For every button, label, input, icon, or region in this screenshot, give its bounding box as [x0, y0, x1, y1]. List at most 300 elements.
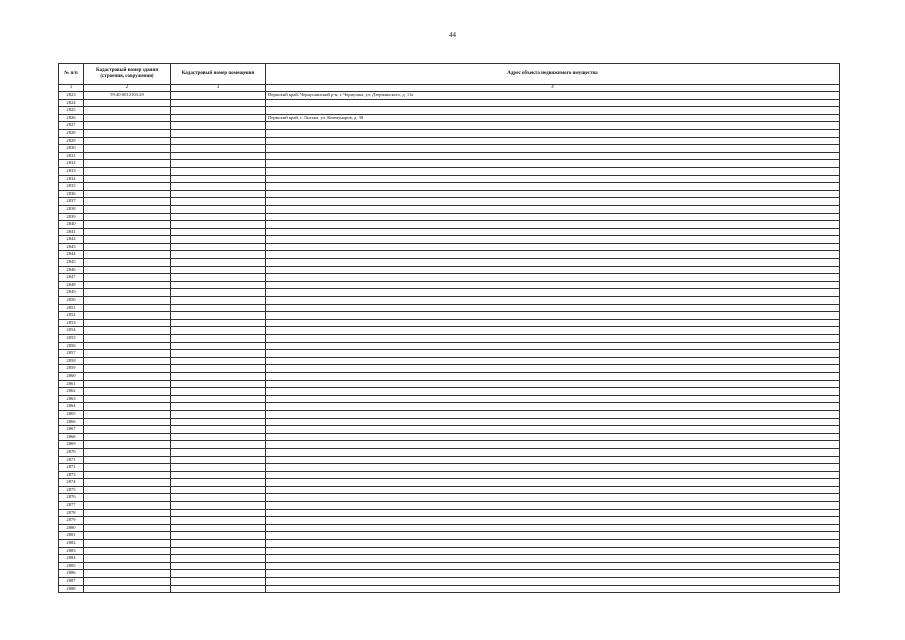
row-number: 2886: [59, 570, 84, 578]
table-row: [59, 160, 840, 168]
table-row: [59, 251, 840, 259]
cadastral-room-cell: [171, 183, 266, 191]
address-cell: [266, 562, 840, 570]
table-row: [59, 494, 840, 502]
address-cell: [266, 183, 840, 191]
row-number: 2880: [59, 524, 84, 532]
cadastral-building-cell: [84, 243, 171, 251]
cadastral-building-cell: [84, 114, 171, 122]
address-cell: [266, 319, 840, 327]
table-row: [59, 129, 840, 137]
cadastral-building-cell: [84, 281, 171, 289]
row-number: 2884: [59, 555, 84, 563]
cadastral-room-cell: [171, 137, 266, 145]
row-number: 2844: [59, 251, 84, 259]
cadastral-room-cell: [171, 312, 266, 320]
row-number: 2859: [59, 365, 84, 373]
row-number: 2871: [59, 456, 84, 464]
cadastral-room-cell: [171, 350, 266, 358]
row-number: 2863: [59, 395, 84, 403]
address-cell: [266, 129, 840, 137]
table-row: [59, 198, 840, 206]
header-address: Адрес объекта недвижимого имущества: [266, 64, 840, 85]
table-row: [59, 464, 840, 472]
address-cell: [266, 365, 840, 373]
table-row: [59, 532, 840, 540]
row-number: 2872: [59, 464, 84, 472]
cadastral-room-cell: [171, 274, 266, 282]
table-row: [59, 418, 840, 426]
cadastral-room-cell: [171, 380, 266, 388]
cadastral-room-cell: [171, 228, 266, 236]
cadastral-building-cell: [84, 410, 171, 418]
table-row: [59, 502, 840, 510]
address-cell: [266, 479, 840, 487]
cadastral-room-cell: [171, 122, 266, 130]
row-number: 2874: [59, 479, 84, 487]
cadastral-building-cell: [84, 129, 171, 137]
address-cell: [266, 388, 840, 396]
table-row: [59, 259, 840, 267]
cadastral-room-cell: [171, 319, 266, 327]
cadastral-room-cell: [171, 471, 266, 479]
row-number: 2864: [59, 403, 84, 411]
row-number: 2858: [59, 357, 84, 365]
cadastral-building-cell: [84, 395, 171, 403]
row-number: 2839: [59, 213, 84, 221]
cadastral-building-cell: [84, 297, 171, 305]
cadastral-room-cell: [171, 190, 266, 198]
address-cell: [266, 198, 840, 206]
table-row: [59, 114, 840, 122]
cadastral-building-cell: [84, 502, 171, 510]
address-cell: [266, 236, 840, 244]
address-cell: [266, 494, 840, 502]
cadastral-room-cell: [171, 555, 266, 563]
cadastral-building-cell: [84, 380, 171, 388]
cadastral-building-cell: [84, 198, 171, 206]
cadastral-room-cell: [171, 464, 266, 472]
table-row: [59, 327, 840, 335]
column-number: 3: [171, 85, 266, 92]
row-number: 2850: [59, 297, 84, 305]
cadastral-room-cell: [171, 92, 266, 100]
row-number: 2831: [59, 152, 84, 160]
cadastral-building-cell: [84, 578, 171, 586]
row-number: 2842: [59, 236, 84, 244]
table-row: [59, 304, 840, 312]
table-row: [59, 335, 840, 343]
row-number: 2823: [59, 92, 84, 100]
cadastral-room-cell: [171, 456, 266, 464]
address-cell: [266, 464, 840, 472]
table-row: [59, 380, 840, 388]
address-cell: Пермский край, г. Лысьва, ул. Коммунаров, д. 38: [266, 114, 840, 122]
address-cell: [266, 350, 840, 358]
row-number: 2824: [59, 99, 84, 107]
row-number: 2857: [59, 350, 84, 358]
row-number: 2840: [59, 221, 84, 229]
cadastral-room-cell: [171, 152, 266, 160]
column-number: 2: [84, 85, 171, 92]
cadastral-room-cell: [171, 327, 266, 335]
cadastral-building-cell: [84, 175, 171, 183]
table-row: [59, 281, 840, 289]
cadastral-room-cell: [171, 167, 266, 175]
address-cell: [266, 410, 840, 418]
cadastral-building-cell: [84, 274, 171, 282]
table-row: [59, 403, 840, 411]
row-number: 2827: [59, 122, 84, 130]
row-number: 2883: [59, 547, 84, 555]
address-cell: [266, 221, 840, 229]
table-row: [59, 578, 840, 586]
table-row: [59, 122, 840, 130]
cadastral-building-cell: [84, 418, 171, 426]
row-number: 2866: [59, 418, 84, 426]
cadastral-building-cell: [84, 509, 171, 517]
cadastral-building-cell: [84, 441, 171, 449]
address-cell: [266, 532, 840, 540]
table-row: [59, 99, 840, 107]
cadastral-room-cell: [171, 205, 266, 213]
row-number: 2887: [59, 578, 84, 586]
address-cell: [266, 433, 840, 441]
table-row: [59, 312, 840, 320]
row-number: 2830: [59, 145, 84, 153]
row-number: 2825: [59, 107, 84, 115]
address-cell: [266, 441, 840, 449]
row-number: 2833: [59, 167, 84, 175]
row-number: 2869: [59, 441, 84, 449]
cadastral-building-cell: [84, 388, 171, 396]
cadastral-room-cell: [171, 304, 266, 312]
cadastral-building-cell: [84, 167, 171, 175]
cadastral-building-cell: [84, 448, 171, 456]
address-cell: [266, 145, 840, 153]
address-cell: [266, 585, 840, 593]
table-row: [59, 486, 840, 494]
address-cell: [266, 205, 840, 213]
row-number: 2852: [59, 312, 84, 320]
address-cell: [266, 228, 840, 236]
cadastral-room-cell: [171, 175, 266, 183]
cadastral-building-cell: [84, 327, 171, 335]
cadastral-room-cell: [171, 251, 266, 259]
address-cell: [266, 137, 840, 145]
cadastral-room-cell: [171, 335, 266, 343]
cadastral-building-cell: [84, 160, 171, 168]
row-number: 2851: [59, 304, 84, 312]
table-row: [59, 342, 840, 350]
address-cell: Пермский край, Чернушинский р-н, г. Чернушка, ул. Дзержинского, д. 11а: [266, 92, 840, 100]
table-row: [59, 426, 840, 434]
address-cell: [266, 570, 840, 578]
cadastral-building-cell: [84, 471, 171, 479]
column-number-row: [59, 85, 840, 92]
cadastral-building-cell: [84, 312, 171, 320]
row-number: 2875: [59, 486, 84, 494]
address-cell: [266, 403, 840, 411]
cadastral-building-cell: [84, 365, 171, 373]
address-cell: [266, 456, 840, 464]
address-cell: [266, 486, 840, 494]
row-number: 2865: [59, 410, 84, 418]
row-number: 2843: [59, 243, 84, 251]
row-number: 2847: [59, 274, 84, 282]
cadastral-building-cell: [84, 183, 171, 191]
row-number: 2854: [59, 327, 84, 335]
table-row: [59, 357, 840, 365]
row-number: 2861: [59, 380, 84, 388]
table-row: [59, 183, 840, 191]
cadastral-building-cell: [84, 122, 171, 130]
cadastral-room-cell: [171, 221, 266, 229]
cadastral-room-cell: [171, 342, 266, 350]
row-number: 2838: [59, 205, 84, 213]
header-cadastral-building: Кадастровый номер здания (строения, сооружения): [84, 64, 171, 85]
cadastral-room-cell: [171, 99, 266, 107]
cadastral-room-cell: [171, 517, 266, 525]
page-number: 44: [449, 31, 456, 39]
cadastral-room-cell: [171, 372, 266, 380]
header-row: [59, 64, 840, 85]
cadastral-building-cell: [84, 547, 171, 555]
table-row: [59, 433, 840, 441]
cadastral-building-cell: [84, 228, 171, 236]
address-cell: [266, 395, 840, 403]
row-number: 2881: [59, 532, 84, 540]
row-number: 2828: [59, 129, 84, 137]
address-cell: [266, 540, 840, 548]
row-number: 2856: [59, 342, 84, 350]
address-cell: [266, 266, 840, 274]
table-row: [59, 547, 840, 555]
cadastral-room-cell: [171, 502, 266, 510]
cadastral-building-cell: [84, 555, 171, 563]
table-row: [59, 92, 840, 100]
address-cell: [266, 190, 840, 198]
table-row: [59, 372, 840, 380]
row-number: 2860: [59, 372, 84, 380]
cadastral-building-cell: [84, 137, 171, 145]
cadastral-room-cell: [171, 410, 266, 418]
table-row: [59, 266, 840, 274]
table-row: [59, 152, 840, 160]
cadastral-building-cell: [84, 350, 171, 358]
address-cell: [266, 471, 840, 479]
address-cell: [266, 122, 840, 130]
cadastral-building-cell: [84, 524, 171, 532]
address-cell: [266, 380, 840, 388]
cadastral-building-cell: [84, 152, 171, 160]
table-row: [59, 395, 840, 403]
address-cell: [266, 517, 840, 525]
table-row: [59, 555, 840, 563]
row-number: 2882: [59, 540, 84, 548]
address-cell: [266, 426, 840, 434]
address-cell: [266, 259, 840, 267]
address-cell: [266, 304, 840, 312]
cadastral-room-cell: [171, 585, 266, 593]
cadastral-room-cell: [171, 426, 266, 434]
cadastral-room-cell: [171, 486, 266, 494]
row-number: 2878: [59, 509, 84, 517]
row-number: 2862: [59, 388, 84, 396]
address-cell: [266, 160, 840, 168]
address-cell: [266, 555, 840, 563]
cadastral-building-cell: [84, 107, 171, 115]
row-number: 2826: [59, 114, 84, 122]
address-cell: [266, 509, 840, 517]
property-register-table: [58, 63, 840, 593]
address-cell: [266, 524, 840, 532]
cadastral-room-cell: [171, 236, 266, 244]
address-cell: [266, 312, 840, 320]
cadastral-room-cell: [171, 494, 266, 502]
table-body: [59, 92, 840, 593]
cadastral-building-cell: [84, 190, 171, 198]
address-cell: [266, 251, 840, 259]
row-number: 2836: [59, 190, 84, 198]
cadastral-room-cell: [171, 570, 266, 578]
address-cell: [266, 372, 840, 380]
row-number: 2837: [59, 198, 84, 206]
row-number: 2879: [59, 517, 84, 525]
cadastral-building-cell: [84, 494, 171, 502]
table-row: [59, 213, 840, 221]
table-row: [59, 297, 840, 305]
cadastral-room-cell: [171, 532, 266, 540]
table-row: [59, 562, 840, 570]
table-row: [59, 448, 840, 456]
table-row: [59, 441, 840, 449]
cadastral-building-cell: [84, 456, 171, 464]
cadastral-building-cell: [84, 335, 171, 343]
table-row: [59, 410, 840, 418]
row-number: 2868: [59, 433, 84, 441]
address-cell: [266, 213, 840, 221]
header-cadastral-room: Кадастровый номер помещения: [171, 64, 266, 85]
cadastral-room-cell: [171, 266, 266, 274]
cadastral-building-cell: [84, 403, 171, 411]
table-row: [59, 137, 840, 145]
address-cell: [266, 327, 840, 335]
table-row: [59, 228, 840, 236]
cadastral-building-cell: [84, 259, 171, 267]
table-row: [59, 221, 840, 229]
table-row: [59, 509, 840, 517]
cadastral-building-cell: [84, 319, 171, 327]
table-row: [59, 517, 840, 525]
table-row: [59, 319, 840, 327]
cadastral-building-cell: [84, 562, 171, 570]
row-number: 2845: [59, 259, 84, 267]
cadastral-room-cell: [171, 259, 266, 267]
address-cell: [266, 342, 840, 350]
cadastral-room-cell: [171, 145, 266, 153]
cadastral-room-cell: [171, 114, 266, 122]
table-row: [59, 205, 840, 213]
row-number: 2846: [59, 266, 84, 274]
cadastral-room-cell: [171, 388, 266, 396]
header-number: № п/п: [59, 64, 84, 85]
table-row: [59, 289, 840, 297]
address-cell: [266, 502, 840, 510]
cadastral-room-cell: [171, 403, 266, 411]
address-cell: [266, 289, 840, 297]
cadastral-room-cell: [171, 562, 266, 570]
address-cell: [266, 243, 840, 251]
row-number: 2877: [59, 502, 84, 510]
cadastral-building-cell: [84, 145, 171, 153]
table-row: [59, 540, 840, 548]
cadastral-building-cell: [84, 486, 171, 494]
address-cell: [266, 274, 840, 282]
address-cell: [266, 578, 840, 586]
table-row: [59, 274, 840, 282]
row-number: 2870: [59, 448, 84, 456]
table-row: [59, 456, 840, 464]
row-number: 2835: [59, 183, 84, 191]
cadastral-building-cell: [84, 205, 171, 213]
cadastral-room-cell: [171, 198, 266, 206]
cadastral-building-cell: [84, 372, 171, 380]
cadastral-room-cell: [171, 448, 266, 456]
address-cell: [266, 175, 840, 183]
cadastral-room-cell: [171, 395, 266, 403]
table-row: [59, 388, 840, 396]
address-cell: [266, 167, 840, 175]
table-row: [59, 190, 840, 198]
address-cell: [266, 107, 840, 115]
column-number: 1: [59, 85, 84, 92]
cadastral-room-cell: [171, 281, 266, 289]
cadastral-building-cell: [84, 99, 171, 107]
address-cell: [266, 357, 840, 365]
cadastral-building-cell: 59:40:0012103:29: [84, 92, 171, 100]
cadastral-building-cell: [84, 585, 171, 593]
address-cell: [266, 547, 840, 555]
cadastral-building-cell: [84, 342, 171, 350]
cadastral-room-cell: [171, 297, 266, 305]
cadastral-building-cell: [84, 433, 171, 441]
row-number: 2848: [59, 281, 84, 289]
address-cell: [266, 418, 840, 426]
cadastral-building-cell: [84, 479, 171, 487]
table-row: [59, 145, 840, 153]
cadastral-building-cell: [84, 266, 171, 274]
cadastral-building-cell: [84, 289, 171, 297]
address-cell: [266, 335, 840, 343]
cadastral-room-cell: [171, 524, 266, 532]
table-row: [59, 471, 840, 479]
cadastral-room-cell: [171, 441, 266, 449]
row-number: 2876: [59, 494, 84, 502]
row-number: 2855: [59, 335, 84, 343]
table-row: [59, 585, 840, 593]
cadastral-room-cell: [171, 578, 266, 586]
cadastral-building-cell: [84, 304, 171, 312]
row-number: 2849: [59, 289, 84, 297]
cadastral-room-cell: [171, 509, 266, 517]
table-row: [59, 350, 840, 358]
table-row: [59, 479, 840, 487]
cadastral-room-cell: [171, 547, 266, 555]
row-number: 2841: [59, 228, 84, 236]
cadastral-room-cell: [171, 418, 266, 426]
cadastral-building-cell: [84, 221, 171, 229]
